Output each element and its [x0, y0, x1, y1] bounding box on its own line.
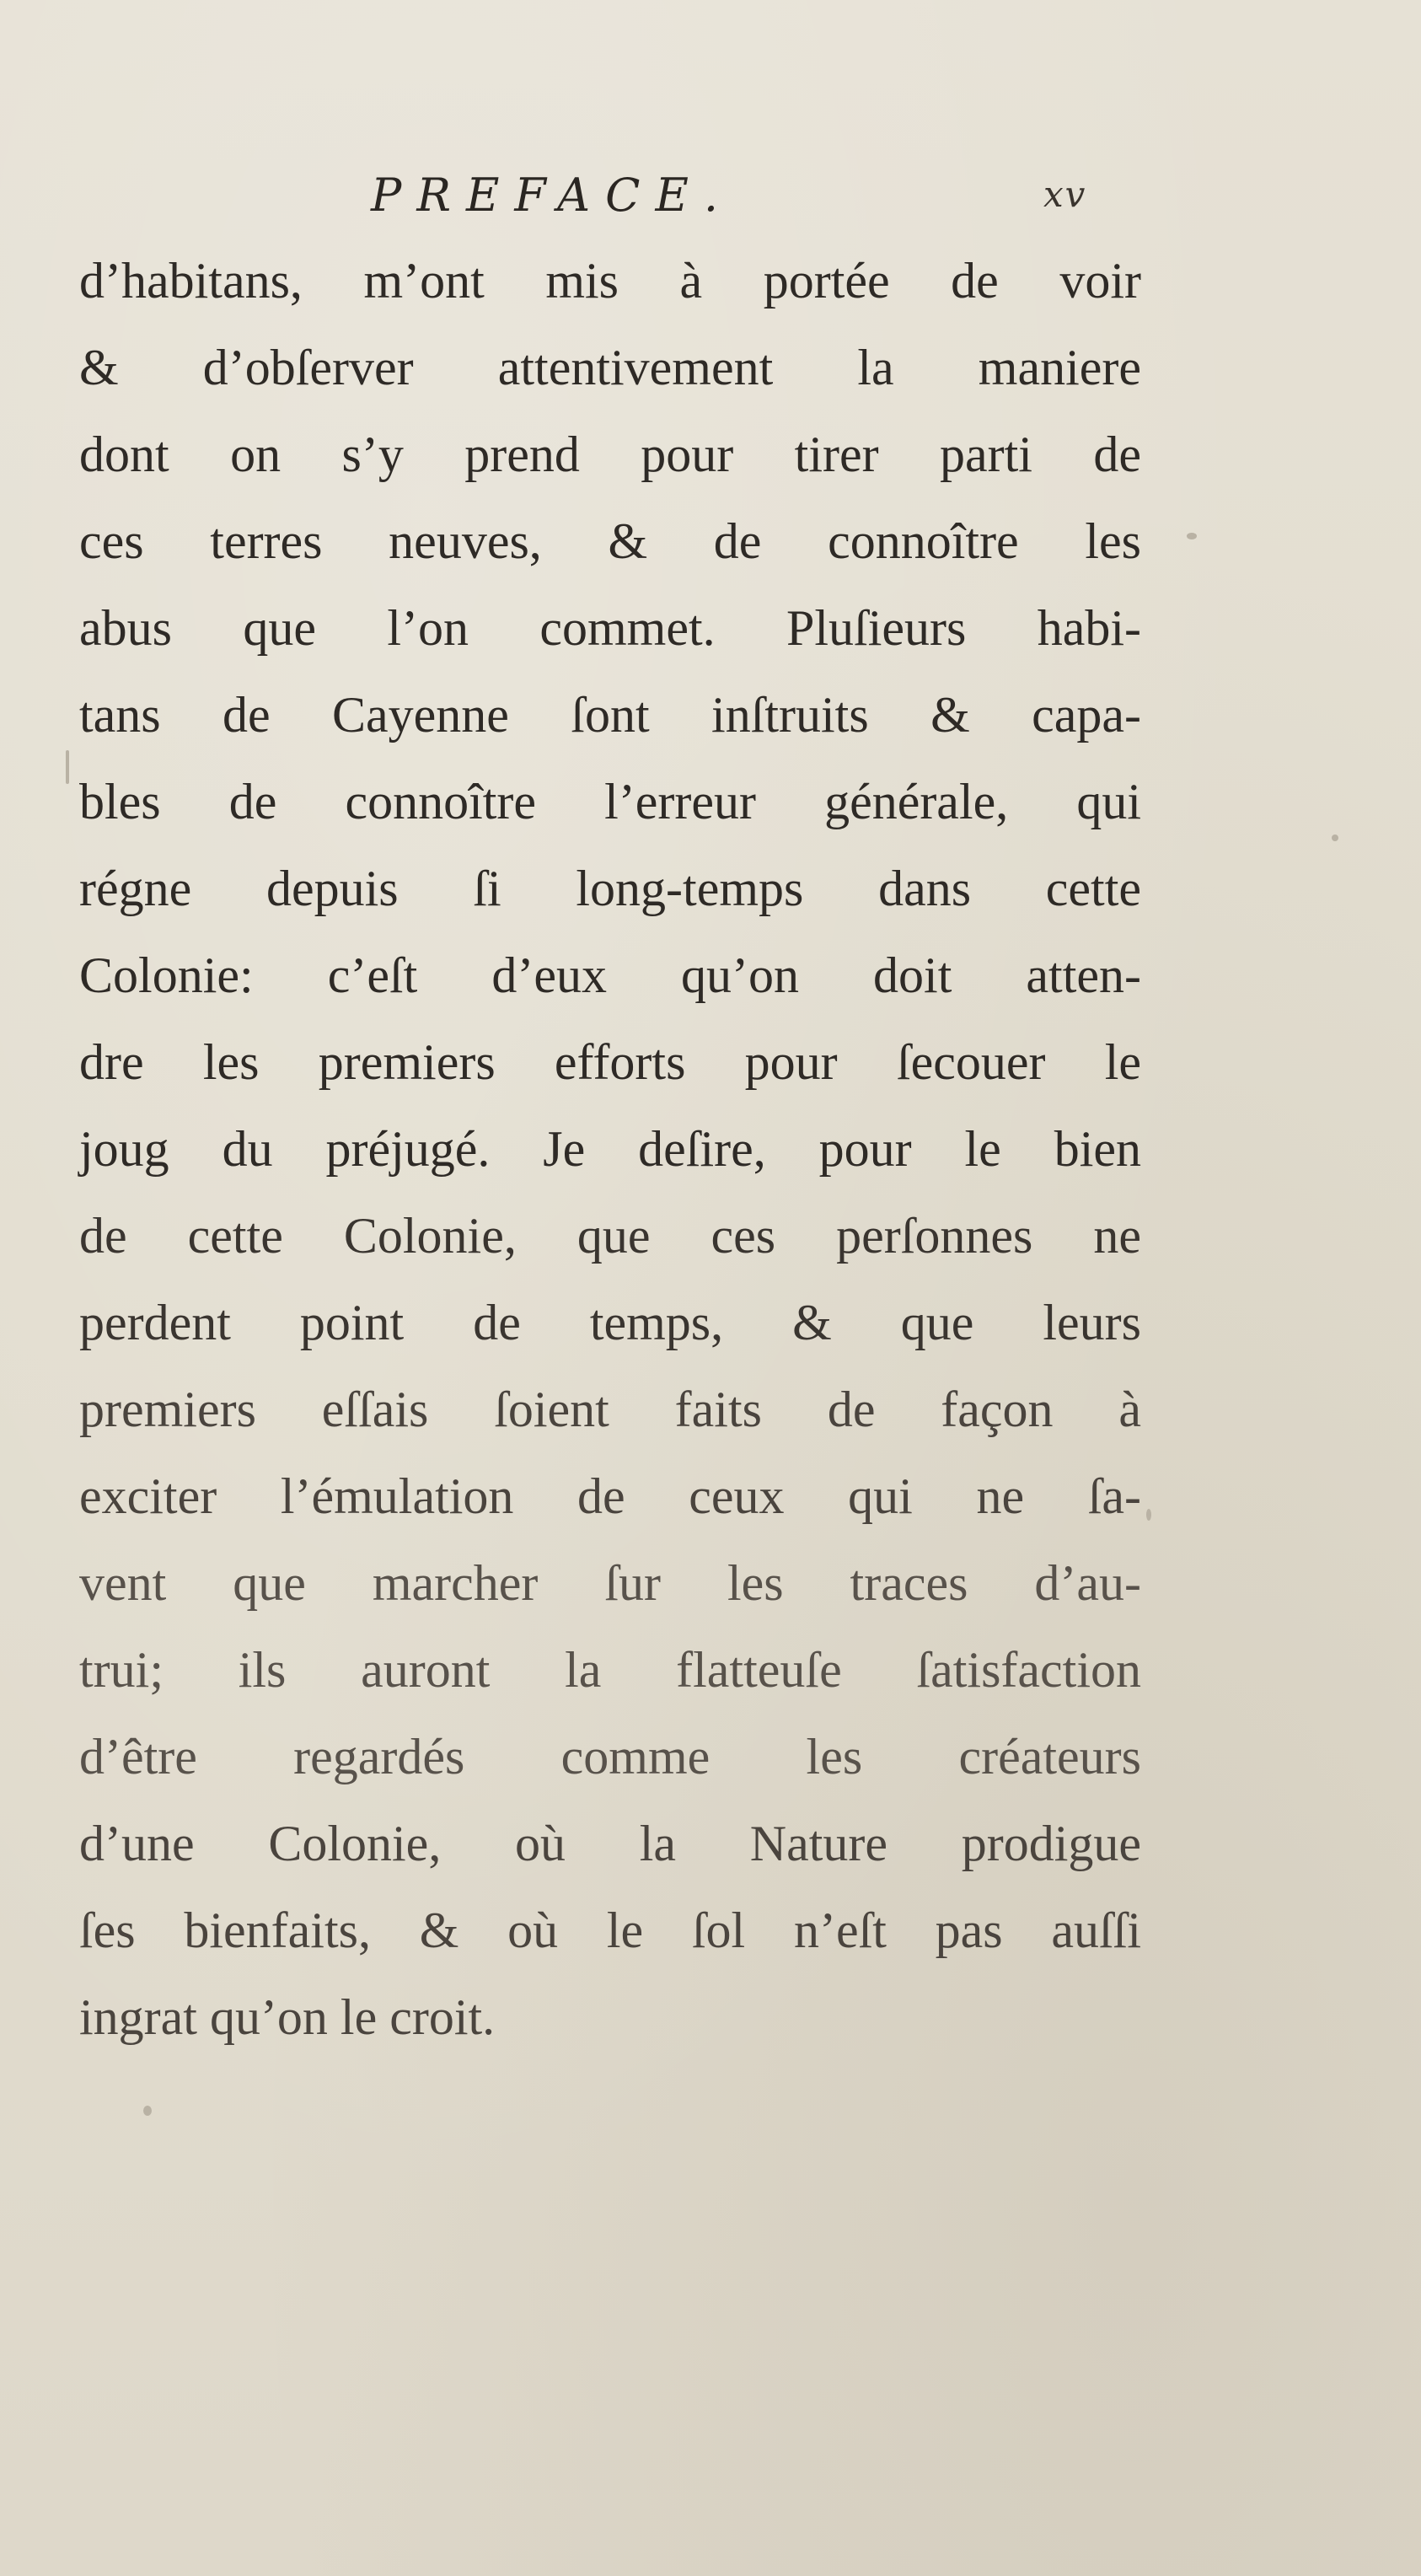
paper-speck — [1332, 835, 1338, 841]
text-line: dont on s’y prend pour tirer parti de — [79, 427, 1141, 482]
text-line: vent que marcher ſur les traces d’au- — [79, 1555, 1141, 1611]
text-line: d’habitans, m’ont mis à portée de voir — [79, 253, 1141, 309]
text-line: trui; ils auront la flatteuſe ſatisfaction — [79, 1642, 1141, 1698]
text-line: dre les premiers efforts pour ſecouer le — [79, 1034, 1141, 1090]
paper-speck — [1146, 1509, 1151, 1521]
page-number: xv — [1043, 174, 1087, 215]
text-line: ſes bienfaits, & où le ſol n’eſt pas auſſi — [79, 1902, 1141, 1958]
text-line: tans de Cayenne ſont inſtruits & capa- — [79, 687, 1141, 743]
text-line: bles de connoître l’erreur générale, qui — [79, 774, 1141, 829]
text-line: Colonie: c’eſt d’eux qu’on doit atten- — [79, 947, 1141, 1003]
page-header — [0, 169, 1421, 228]
text-line: perdent point de temps, & que leurs — [79, 1295, 1141, 1350]
text-line: & d’obſerver attentivement la maniere — [79, 340, 1141, 395]
text-line: ces terres neuves, & de connoître les — [79, 513, 1141, 569]
text-line: d’être regardés comme les créateurs — [79, 1729, 1141, 1784]
text-line: premiers eſſais ſoient faits de façon à — [79, 1382, 1141, 1437]
running-title: PREFACE. — [371, 169, 734, 222]
text-line: ingrat qu’on le croit. — [79, 1989, 496, 2045]
text-line: abus que l’on commet. Pluſieurs habi- — [79, 600, 1141, 656]
text-line: exciter l’émulation de ceux qui ne ſa- — [79, 1468, 1141, 1524]
paper-speck — [66, 750, 69, 784]
paper-speck — [1187, 533, 1197, 539]
text-line: d’une Colonie, où la Nature prodigue — [79, 1816, 1141, 1871]
body-text — [79, 238, 1141, 2061]
paper-speck — [143, 2106, 152, 2116]
text-line: joug du préjugé. Je deſire, pour le bien — [79, 1121, 1141, 1177]
text-line: de cette Colonie, que ces perſonnes ne — [79, 1208, 1141, 1264]
text-line: régne depuis ſi long-temps dans cette — [79, 861, 1141, 916]
